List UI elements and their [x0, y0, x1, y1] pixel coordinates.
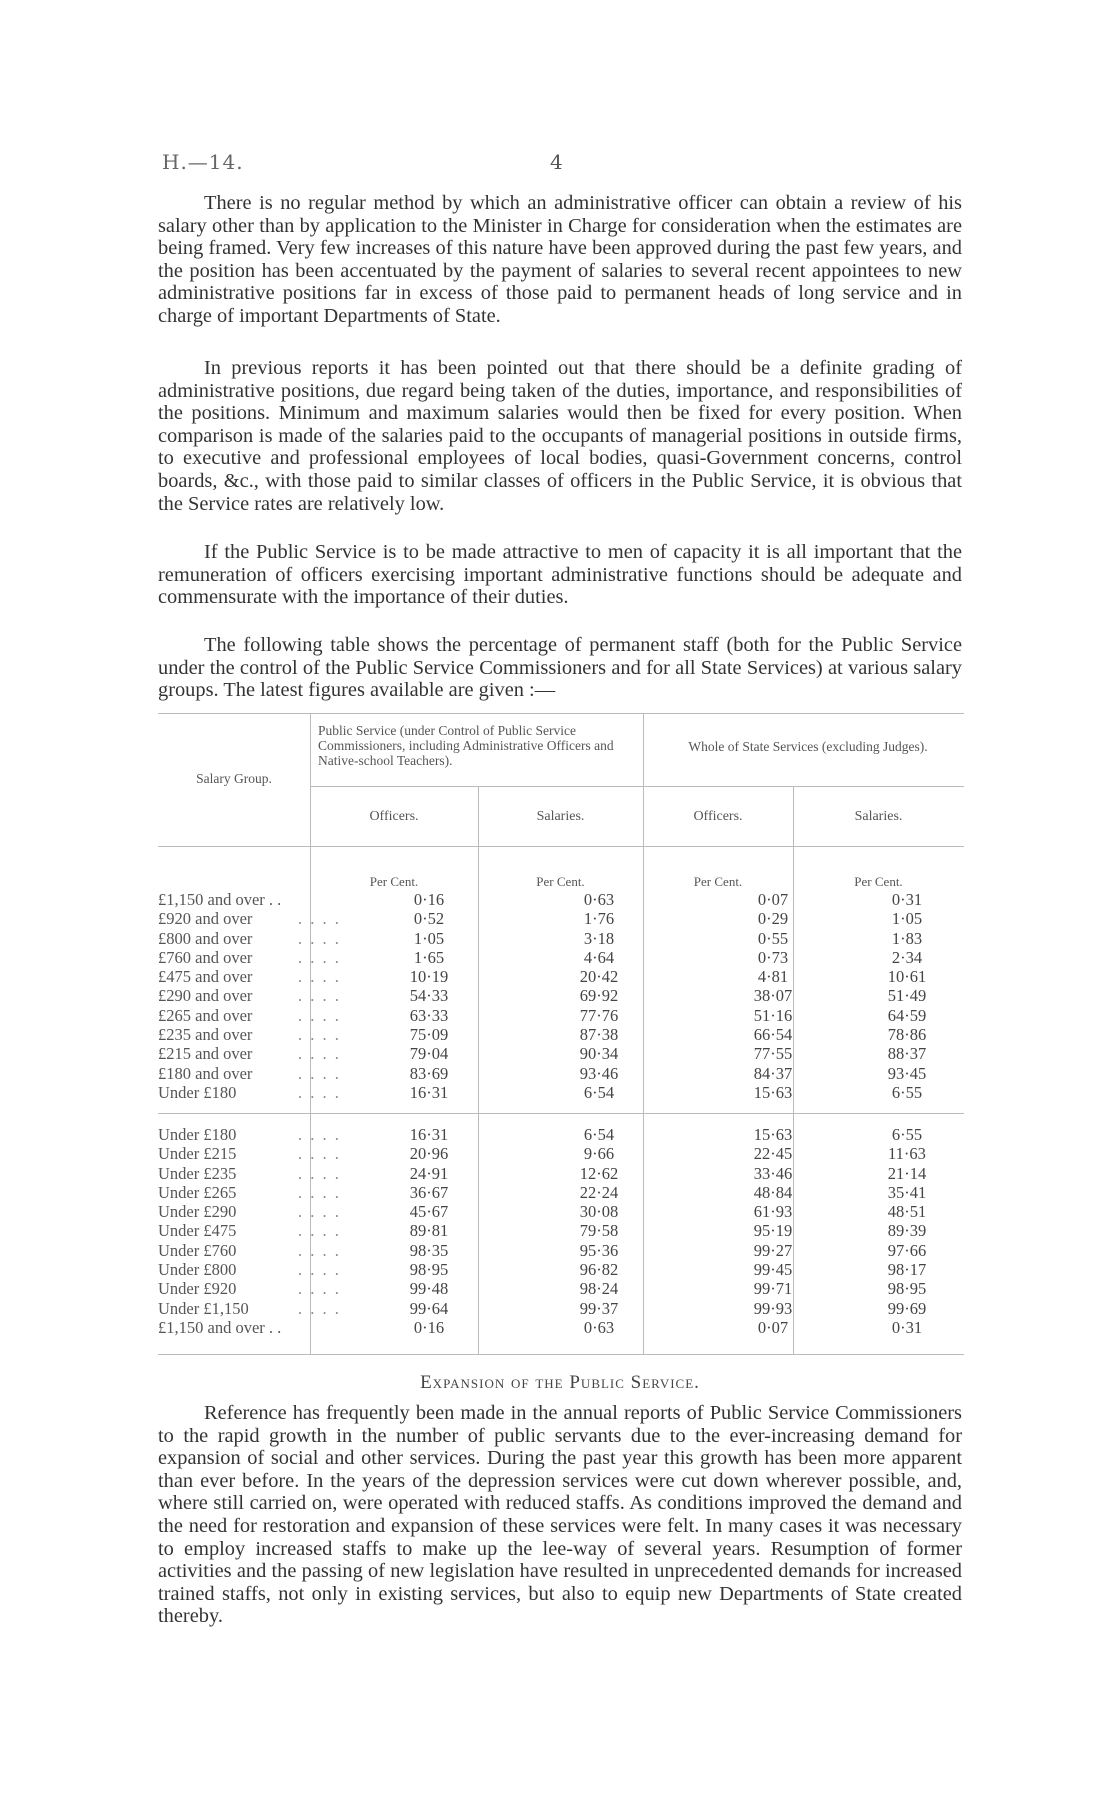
state-salaries-cell: 98·95 [887, 1279, 927, 1299]
ps-officers-cell: 16·31 [409, 1082, 449, 1102]
table-row [158, 1125, 964, 1144]
salary-group-cell: £215 and over [158, 1044, 253, 1064]
paragraph-remuneration: If the Public Service is to be made attractive to men of capacity it is all important that the remuneration of officers exercising important administrative functions should be adequate and commensurate with the importance of their duties. [158, 541, 962, 609]
state-officers-cell: 99·93 [753, 1298, 793, 1318]
state-officers-cell: 22·45 [753, 1144, 793, 1164]
ps-officers-cell: 1·65 [413, 947, 445, 967]
state-salaries-cell: 2·34 [891, 947, 923, 967]
leader-dots: . . . . [298, 947, 341, 967]
table-row [158, 1183, 964, 1202]
subheader-ps-officers: Officers. [369, 809, 419, 824]
upper-rows [158, 890, 964, 1102]
state-salaries-cell: 0·31 [891, 1317, 923, 1337]
ps-salaries-cell: 95·36 [579, 1240, 619, 1260]
salary-group-cell: Under £760 [158, 1240, 237, 1260]
unit-label: Per Cent. [693, 874, 743, 889]
state-salaries-cell: 98·17 [887, 1260, 927, 1280]
ps-salaries-cell: 69·92 [579, 986, 619, 1006]
leader-dots: . . . . [298, 1044, 341, 1064]
header-state-services: Whole of State Services (excluding Judges). [688, 739, 928, 754]
salary-group-table [158, 713, 964, 1355]
ps-salaries-cell: 1·76 [583, 909, 615, 929]
state-officers-cell: 38·07 [753, 986, 793, 1006]
state-officers-cell: 99·71 [753, 1279, 793, 1299]
state-salaries-cell: 11·63 [888, 1144, 926, 1164]
ps-officers-cell: 54·33 [409, 986, 449, 1006]
table-row [158, 1299, 964, 1318]
salary-group-cell: £235 and over [158, 1025, 253, 1045]
leader-dots: . . . . [298, 928, 341, 948]
ps-salaries-cell: 90·34 [579, 1044, 619, 1064]
ps-officers-cell: 20·96 [409, 1144, 449, 1164]
table-row [158, 948, 964, 967]
ps-salaries-cell: 99·37 [579, 1298, 619, 1318]
header-salary-group: Salary Group. [196, 771, 272, 786]
page-header [162, 150, 964, 178]
salary-group-cell: £760 and over [158, 947, 253, 967]
table-row [158, 1064, 964, 1083]
header-public-service: Public Service (under Control of Public Service Commissioners, including Administrative Officers and Native-school Teachers). [318, 723, 614, 768]
ps-salaries-cell: 30·08 [579, 1202, 619, 1222]
state-salaries-cell: 51·49 [887, 986, 927, 1006]
ps-officers-cell: 1·05 [413, 928, 445, 948]
table-row [158, 1221, 964, 1240]
salary-group-cell: £920 and over [158, 909, 253, 929]
salary-group-cell: £475 and over [158, 967, 253, 987]
state-officers-cell: 66·54 [753, 1025, 793, 1045]
table-row [158, 1144, 964, 1163]
state-salaries-cell: 99·69 [887, 1298, 927, 1318]
salary-group-cell: Under £235 [158, 1163, 237, 1183]
ps-officers-cell: 24·91 [409, 1163, 449, 1183]
leader-dots: . . . . [298, 1025, 341, 1045]
table-row [158, 1044, 964, 1063]
state-officers-cell: 0·07 [757, 890, 789, 909]
ps-salaries-cell: 6·54 [583, 1082, 615, 1102]
ps-officers-cell: 16·31 [409, 1125, 449, 1144]
salary-group-cell: £290 and over [158, 986, 253, 1006]
state-officers-cell: 51·16 [753, 1005, 793, 1025]
table-top-rule [158, 713, 964, 714]
leader-dots: . . . . [298, 1202, 341, 1222]
state-officers-cell: 15·63 [753, 1082, 793, 1102]
table-row [158, 1083, 964, 1102]
ps-officers-cell: 36·67 [409, 1182, 449, 1202]
ps-salaries-cell: 20·42 [579, 967, 619, 987]
table-row [158, 1260, 964, 1279]
salary-group-cell: £1,150 and over . . [158, 890, 282, 909]
leader-dots: . . . . [298, 967, 341, 987]
ps-salaries-cell: 79·58 [579, 1221, 619, 1241]
state-officers-cell: 61·93 [753, 1202, 793, 1222]
state-salaries-cell: 93·45 [887, 1063, 927, 1083]
ps-officers-cell: 0·52 [413, 909, 445, 929]
salary-group-cell: Under £180 [158, 1125, 237, 1144]
state-officers-cell: 77·55 [753, 1044, 793, 1064]
state-officers-cell: 0·73 [757, 947, 789, 967]
unit-label: Per Cent. [854, 874, 903, 889]
leader-dots: . . . . [298, 1144, 341, 1164]
leader-dots: . . . . [298, 1221, 341, 1241]
salary-group-cell: Under £215 [158, 1144, 237, 1164]
state-officers-cell: 0·07 [757, 1317, 789, 1337]
state-salaries-cell: 48·51 [887, 1202, 927, 1222]
salary-group-cell: £265 and over [158, 1005, 253, 1025]
ps-salaries-cell: 96·82 [579, 1260, 619, 1280]
table-section-rule [158, 1113, 964, 1114]
table-row [158, 986, 964, 1005]
table-row [158, 1025, 964, 1044]
subheader-ps-salaries: Salaries. [536, 809, 585, 824]
ps-officers-cell: 0·16 [413, 1317, 445, 1337]
ps-officers-cell: 83·69 [409, 1063, 449, 1083]
salary-group-cell: Under £180 [158, 1082, 237, 1102]
ps-salaries-cell: 87·38 [579, 1025, 619, 1045]
paragraph-salary-review: There is no regular method by which an administrative officer can obtain a review of his salary other than by application to the Minister in Charge for consideration when the estimates are being framed. Very few increases of this nature have been approved during the past few years, and the position has been accentuated by the payment of salaries to several recent appointees to new administrative positions far in excess of those paid to permanent heads of long service and in charge of important Departments of State. [158, 192, 962, 327]
leader-dots: . . . . [298, 1163, 341, 1183]
salary-group-cell: Under £1,150 [158, 1298, 249, 1318]
document-reference: H.—14. [162, 150, 244, 174]
state-salaries-cell: 78·86 [887, 1025, 927, 1045]
ps-salaries-cell: 3·18 [583, 928, 615, 948]
state-salaries-cell: 0·31 [891, 890, 923, 909]
ps-officers-cell: 79·04 [409, 1044, 449, 1064]
paragraph-grading: In previous reports it has been pointed out that there should be a definite grading of administrative positions, due regard being taken of the duties, importance, and responsibilities of the positions. Minimum and maximum salaries would then be fixed for every position. When comparison is made of the salaries paid to the occupants of managerial positions in outside firms, to executive and professional employees of local bodies, quasi-Government concerns, control boards, &c., with those paid to similar classes of officers in the Public Service, it is obvious that the Service rates are relatively low. [158, 357, 962, 515]
table-row [158, 1279, 964, 1298]
state-salaries-cell: 6·55 [891, 1082, 923, 1102]
ps-salaries-cell: 6·54 [583, 1125, 615, 1144]
table-group-rule [310, 786, 964, 787]
ps-officers-cell: 75·09 [409, 1025, 449, 1045]
section-title: Expansion of the Public Service. [420, 1372, 700, 1393]
state-salaries-cell: 97·66 [887, 1240, 927, 1260]
table-row [158, 967, 964, 986]
ps-salaries-cell: 22·24 [579, 1182, 619, 1202]
salary-group-cell: £180 and over [158, 1063, 253, 1083]
leader-dots: . . . . [298, 1182, 341, 1202]
table-row [158, 1318, 964, 1337]
leader-dots: . . . . [298, 1279, 341, 1299]
leader-dots: . . . . [298, 1260, 341, 1280]
leader-dots: . . . . [298, 1005, 341, 1025]
subheader-state-officers: Officers. [693, 809, 743, 824]
salary-group-cell: £1,150 and over . . [158, 1317, 282, 1337]
lower-rows [158, 1125, 964, 1337]
state-salaries-cell: 6·55 [891, 1125, 923, 1144]
table-header-rule [158, 846, 964, 847]
table-row [158, 1202, 964, 1221]
ps-officers-cell: 99·48 [409, 1279, 449, 1299]
leader-dots: . . . . [298, 1125, 341, 1144]
state-officers-cell: 48·84 [753, 1182, 793, 1202]
state-salaries-cell: 10·61 [887, 967, 927, 987]
table-bottom-rule [158, 1354, 964, 1355]
state-salaries-cell: 89·39 [887, 1221, 927, 1241]
ps-salaries-cell: 4·64 [583, 947, 615, 967]
salary-group-cell: Under £920 [158, 1279, 237, 1299]
leader-dots: . . . . [298, 986, 341, 1006]
leader-dots: . . . . [298, 1298, 341, 1318]
leader-dots: . . . . [298, 1063, 341, 1083]
ps-officers-cell: 99·64 [409, 1298, 449, 1318]
table-row [158, 1006, 964, 1025]
subheader-state-salaries: Salaries. [854, 809, 903, 824]
state-officers-cell: 4·81 [757, 967, 789, 987]
unit-label: Per Cent. [536, 874, 585, 889]
table-row [158, 1241, 964, 1260]
ps-salaries-cell: 9·66 [583, 1144, 615, 1164]
ps-salaries-cell: 93·46 [579, 1063, 619, 1083]
ps-salaries-cell: 77·76 [579, 1005, 619, 1025]
state-officers-cell: 0·29 [757, 909, 789, 929]
salary-group-cell: Under £800 [158, 1260, 237, 1280]
leader-dots: . . . . [298, 1082, 341, 1102]
leader-dots: . . . . [298, 1240, 341, 1260]
ps-salaries-cell: 98·24 [579, 1279, 619, 1299]
table-row [158, 1164, 964, 1183]
page-number: 4 [550, 150, 563, 174]
state-salaries-cell: 88·37 [887, 1044, 927, 1064]
salary-group-cell: Under £475 [158, 1221, 237, 1241]
ps-officers-cell: 45·67 [409, 1202, 449, 1222]
ps-officers-cell: 98·95 [409, 1260, 449, 1280]
ps-officers-cell: 0·16 [413, 890, 445, 909]
state-officers-cell: 84·37 [753, 1063, 793, 1083]
state-officers-cell: 99·27 [753, 1240, 793, 1260]
table-row [158, 890, 964, 909]
unit-label: Per Cent. [369, 874, 419, 889]
ps-officers-cell: 63·33 [409, 1005, 449, 1025]
table-row [158, 909, 964, 928]
state-officers-cell: 95·19 [753, 1221, 793, 1241]
state-salaries-cell: 1·83 [891, 928, 923, 948]
state-officers-cell: 15·63 [753, 1125, 793, 1144]
state-officers-cell: 99·45 [753, 1260, 793, 1280]
salary-group-cell: £800 and over [158, 928, 253, 948]
salary-group-cell: Under £290 [158, 1202, 237, 1222]
ps-officers-cell: 10·19 [409, 967, 449, 987]
state-salaries-cell: 35·41 [887, 1182, 927, 1202]
ps-officers-cell: 89·81 [409, 1221, 449, 1241]
ps-officers-cell: 98·35 [409, 1240, 449, 1260]
leader-dots: . . . . [298, 909, 341, 929]
paragraph-table-intro: The following table shows the percentage of permanent staff (both for the Public Service under the control of the Public Service Commissioners and for all State Services) at various salary groups. The latest figures available are given :— [158, 634, 962, 702]
state-salaries-cell: 1·05 [891, 909, 923, 929]
ps-salaries-cell: 0·63 [583, 1317, 615, 1337]
table-row [158, 929, 964, 948]
ps-salaries-cell: 0·63 [583, 890, 615, 909]
state-officers-cell: 0·55 [757, 928, 789, 948]
paragraph-expansion: Reference has frequently been made in the annual reports of Public Service Commissioners to the rapid growth in the number of public servants due to the ever-increasing demand for expansion of social and other services. During the past year this growth has been more apparent than ever before. In the years of the depression services were cut down wherever possible, and, where still carried on, were operated with reduced staffs. As conditions improved the demand and the need for restoration and expansion of these services were felt. In many cases it was necessary to employ increased staffs to make up the lee-way of several years. Resumption of former activities and the passing of new legislation have resulted in unprecedented demands for increased trained staffs, not only in existing services, but also to equip new Departments of State created thereby. [158, 1402, 962, 1628]
ps-salaries-cell: 12·62 [579, 1163, 619, 1183]
state-salaries-cell: 21·14 [887, 1163, 927, 1183]
state-officers-cell: 33·46 [753, 1163, 793, 1183]
state-salaries-cell: 64·59 [887, 1005, 927, 1025]
salary-group-cell: Under £265 [158, 1182, 237, 1202]
